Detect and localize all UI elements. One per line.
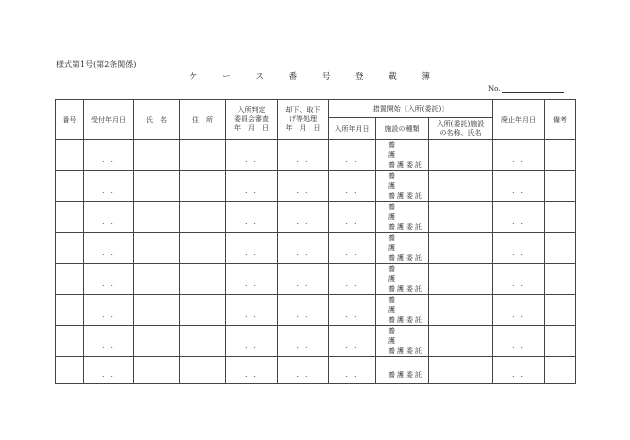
cell-reception-date [84,264,134,295]
cell-facility-name [429,264,493,295]
cell-judgment-date [226,357,278,384]
cell-facility-type [376,357,429,384]
header-withdrawal-line1: 却下、取下 [285,106,321,114]
cell-withdrawal-date-value: . . [296,311,310,319]
cell-name [134,202,180,233]
header-judgment-line1: 入所判定 [237,106,266,114]
cell-name [134,357,180,384]
cell-reception-date-value: . . [102,218,115,226]
header-facility-name [429,118,493,140]
cell-abolition-date [493,202,545,233]
number-blank-line [502,85,564,93]
facility-type-option-care: 養護 [388,234,411,252]
cell-judgment-date-value: . . [245,342,258,350]
cell-abolition-date-value: . . [512,371,525,380]
cell-withdrawal-date-value: . . [296,371,310,380]
cell-remarks [545,295,576,326]
cell-reception-date [84,295,134,326]
header-judgment-line2: 委員会審査 [234,115,269,123]
cell-judgment-date-value: . . [245,156,258,164]
header-facility-type: 施設の種類 [376,118,429,140]
cell-number [56,357,84,384]
header-withdrawal-line2: げ等処理 [289,115,317,123]
cell-facility-type [376,140,429,171]
header-address: 住 所 [180,100,226,140]
facility-type-option-care-consignment: 養護委託 [388,161,424,169]
cell-withdrawal-date-value: . . [296,249,310,257]
cell-withdrawal-date-value: . . [296,280,310,288]
cell-judgment-date [226,171,278,202]
table-row [56,140,576,171]
cell-address [180,233,226,264]
cell-judgment-date-value: . . [245,218,258,226]
header-judgment-date [226,100,278,140]
cell-withdrawal-date-value: . . [296,342,310,350]
cell-name [134,264,180,295]
cell-admission-date-value: . . [345,187,359,195]
cell-admission-date [329,140,376,171]
cell-reception-date-value: . . [102,342,115,350]
cell-abolition-date [493,233,545,264]
cell-withdrawal-date [278,171,329,202]
header-name: 氏 名 [134,100,180,140]
cell-facility-name [429,202,493,233]
cell-abolition-date-value: . . [512,342,525,350]
cell-remarks [545,233,576,264]
header-withdrawal-date [278,100,329,140]
facility-type-option-care-consignment: 養護委託 [388,285,424,293]
table-row [56,264,576,295]
cell-remarks [545,326,576,357]
facility-type-option-care-consignment: 養護委託 [388,316,424,324]
cell-address [180,202,226,233]
cell-abolition-date-value: . . [512,218,525,226]
cell-address [180,140,226,171]
facility-type-option-care-consignment: 養護委託 [388,371,424,380]
cell-number [56,233,84,264]
cell-judgment-date-value: . . [245,280,258,288]
cell-judgment-date [226,233,278,264]
cell-name [134,233,180,264]
cell-remarks [545,357,576,384]
case-number-field [488,85,564,93]
cell-abolition-date-value: . . [512,187,525,195]
cell-remarks [545,202,576,233]
table-row [56,202,576,233]
cell-address [180,295,226,326]
cell-facility-name [429,171,493,202]
cell-judgment-date [226,202,278,233]
cell-facility-name [429,357,493,384]
facility-type-option-care: 養護 [388,141,411,159]
cell-admission-date [329,295,376,326]
cell-name [134,140,180,171]
facility-type-option-care [388,360,428,370]
cell-reception-date [84,202,134,233]
facility-type-option-care-consignment: 養護委託 [388,254,424,262]
header-measure-start: 措置開始〔入所(委託)〕 [329,100,493,118]
cell-remarks [545,140,576,171]
cell-judgment-date-value: . . [245,249,258,257]
cell-address [180,357,226,384]
cell-reception-date-value: . . [102,371,115,380]
cell-abolition-date [493,295,545,326]
cell-facility-type [376,202,429,233]
cell-number [56,202,84,233]
cell-judgment-date [226,264,278,295]
cell-withdrawal-date [278,326,329,357]
cell-withdrawal-date-value: . . [296,218,310,226]
table-row [56,171,576,202]
cell-judgment-date-value: . . [245,187,258,195]
cell-remarks [545,171,576,202]
cell-withdrawal-date [278,295,329,326]
cell-withdrawal-date [278,202,329,233]
header-facility-name-line2: の名称、氏名 [439,128,482,137]
cell-admission-date-value: . . [345,371,359,380]
cell-number [56,295,84,326]
cell-admission-date-value: . . [345,249,359,257]
cell-abolition-date [493,140,545,171]
cell-abolition-date-value: . . [512,280,525,288]
cell-admission-date-value: . . [345,156,359,164]
cell-withdrawal-date [278,264,329,295]
page-title: ケ ー ス 番 号 登 載 簿 [189,72,441,82]
case-register-table [55,99,576,384]
facility-type-option-care: 養護 [388,203,411,221]
cell-admission-date [329,264,376,295]
header-facility-name-line1: 入所(委託)施設 [436,119,485,128]
cell-facility-type [376,326,429,357]
cell-reception-date [84,140,134,171]
cell-admission-date [329,326,376,357]
cell-number [56,264,84,295]
cell-facility-type [376,295,429,326]
header-abolition-date: 廃止年月日 [493,100,545,140]
header-number: 番号 [56,100,84,140]
cell-abolition-date-value: . . [512,249,525,257]
cell-admission-date-value: . . [345,218,359,226]
cell-withdrawal-date [278,233,329,264]
cell-facility-name [429,233,493,264]
cell-reception-date [84,233,134,264]
facility-type-option-care: 養護 [388,327,411,345]
cell-facility-type [376,233,429,264]
cell-facility-type [376,264,429,295]
cell-reception-date [84,326,134,357]
cell-number [56,140,84,171]
cell-address [180,264,226,295]
cell-admission-date [329,171,376,202]
cell-abolition-date [493,171,545,202]
cell-facility-type [376,171,429,202]
cell-withdrawal-date-value: . . [296,156,310,164]
header-withdrawal-line3: 年 月 日 [285,124,321,132]
facility-type-option-care-consignment: 養護委託 [388,347,424,355]
header-remarks: 備考 [545,100,576,140]
cell-address [180,171,226,202]
cell-number [56,326,84,357]
cell-admission-date [329,202,376,233]
cell-name [134,295,180,326]
cell-abolition-date-value: . . [512,156,525,164]
cell-withdrawal-date [278,140,329,171]
header-reception-date: 受付年月日 [84,100,134,140]
cell-abolition-date [493,264,545,295]
cell-judgment-date [226,326,278,357]
cell-reception-date [84,171,134,202]
form-label: 様式第1号(第2条関係) [56,60,137,69]
cell-remarks [545,264,576,295]
cell-judgment-date [226,140,278,171]
header-admission-date: 入所年月日 [329,118,376,140]
facility-type-option-care-consignment: 養護委託 [388,192,424,200]
table-row [56,233,576,264]
header-judgment-line3: 年 月 日 [234,124,269,132]
cell-admission-date [329,357,376,384]
cell-abolition-date [493,326,545,357]
cell-reception-date-value: . . [102,249,115,257]
cell-reception-date-value: . . [102,187,115,195]
cell-facility-name [429,295,493,326]
facility-type-option-care: 養護 [388,296,411,314]
cell-number [56,171,84,202]
cell-admission-date-value: . . [345,342,359,350]
cell-admission-date-value: . . [345,311,359,319]
cell-reception-date-value: . . [102,311,115,319]
table-row [56,295,576,326]
cell-reception-date-value: . . [102,156,115,164]
cell-withdrawal-date-value: . . [296,187,310,195]
cell-judgment-date-value: . . [245,371,258,380]
cell-abolition-date-value: . . [512,311,525,319]
cell-facility-name [429,326,493,357]
cell-abolition-date [493,357,545,384]
cell-withdrawal-date [278,357,329,384]
table-row [56,326,576,357]
cell-name [134,171,180,202]
cell-facility-name [429,140,493,171]
cell-address [180,326,226,357]
cell-reception-date-value: . . [102,280,115,288]
table-row [56,357,576,384]
cell-reception-date [84,357,134,384]
cell-judgment-date [226,295,278,326]
cell-admission-date [329,233,376,264]
cell-name [134,326,180,357]
cell-admission-date-value: . . [345,280,359,288]
facility-type-option-care: 養護 [388,172,411,190]
number-label: No. [488,85,501,93]
facility-type-option-care-consignment: 養護委託 [388,223,424,231]
cell-judgment-date-value: . . [245,311,258,319]
facility-type-option-care: 養護 [388,265,411,283]
